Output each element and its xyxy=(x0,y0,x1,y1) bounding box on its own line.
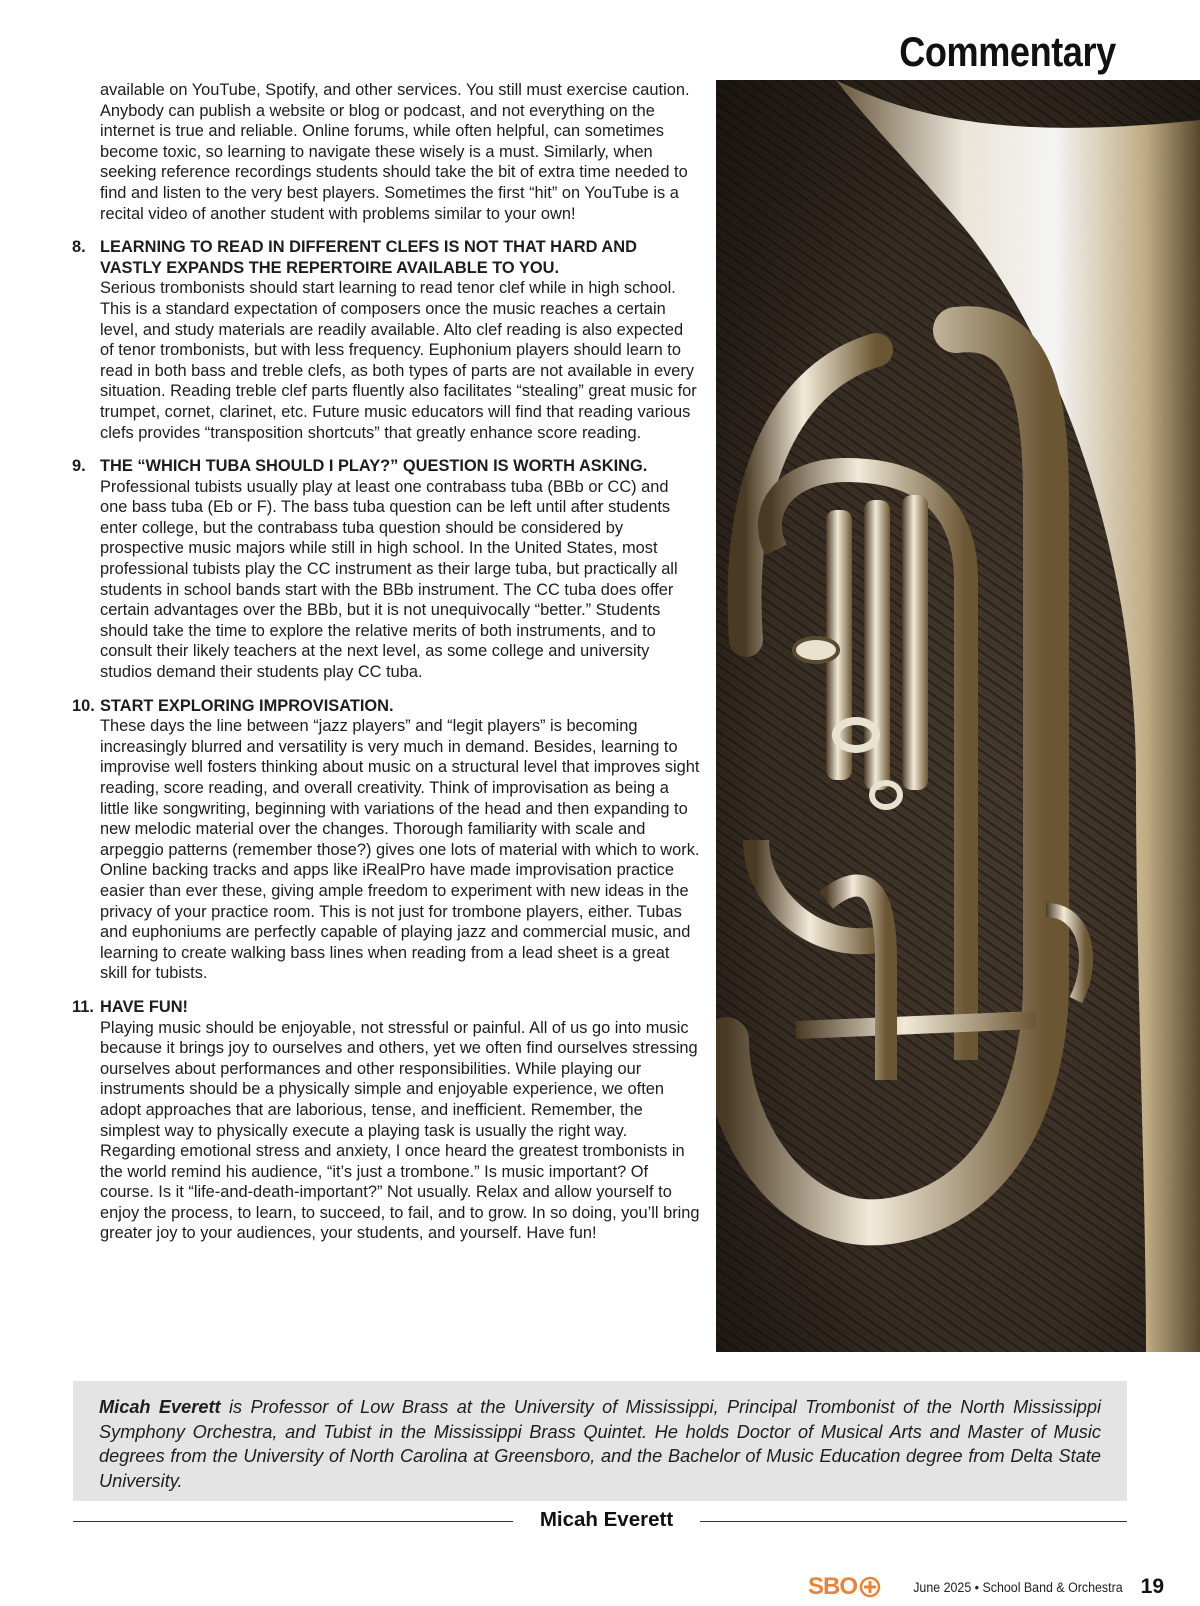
item-heading: START EXPLORING IMPROVISATION. xyxy=(100,696,394,715)
list-item-8 xyxy=(72,237,700,443)
intro-paragraph: available on YouTube, Spotify, and other services. You still must exercise caution. Anybody can publish a website or blog or podcast, and not everything on the internet is true and reliable. Online forums, while often helpful, can sometimes become toxic, so learning to navigate these wisely is a must. Similarly, when seeking reference recordings students should take the bit of extra time needed to find and listen to the very best players. Sometimes the first “hit” on YouTube is a recital video of another student with problems similar to your own! xyxy=(100,81,690,223)
page-footer xyxy=(808,1572,1164,1602)
signature-rule-left xyxy=(73,1521,513,1522)
item-heading: HAVE FUN! xyxy=(100,997,189,1016)
item-number: 8. xyxy=(72,238,86,257)
author-bio xyxy=(73,1381,1127,1501)
item-number: 9. xyxy=(72,457,86,476)
article-body xyxy=(72,80,700,1244)
page-number: 19 xyxy=(1140,1575,1164,1598)
item-body: Playing music should be enjoyable, not stressful or painful. All of us go into music because it brings joy to ourselves and others, yet we often find ourselves stressing ourselves about performances and other responsibilities. While playing our instruments should be a physically simple and enjoyable experience, we often adopt approaches that are laborious, tense, and inefficient. Remember, the simplest way to physically execute a playing task is usually the right way. Regarding emotional stress and anxiety, I once heard the greatest trombonists in the world remind his audience, “it’s just a trombone.” Is music important? Of course. Is it “life-and-death-important?” Not usually. Relax and allow yourself to enjoy the process, to learn, to succeed, to fail, and to grow. In so doing, you’ll bring greater joy to your audiences, your students, and yourself. Have fun! xyxy=(100,1018,700,1243)
author-signature: Micah Everett xyxy=(539,1508,674,1531)
list-item-11 xyxy=(72,997,700,1244)
sbo-logo xyxy=(808,1573,881,1601)
item-body: These days the line between “jazz players” and “legit players” is becoming increasingly blurred and versatility is very much in demand. Besides, learning to improvise well fosters thinking about music on a structural level that improves sight reading, score reading, and overall creativity. Think of improvisation as being a little like songwriting, beginning with variations of the head and then expanding to new melodic material over the changes. Thorough familiarity with scale and arpeggio patterns (remember those?) gives one lots of material with which to work. Online backing tracks and apps like iRealPro have made improvisation practice easier than ever these, giving ample freedom to experiment with new ideas in the privacy of your practice room. This is not just for trombone players, either. Tubas and euphoniums are perfectly capable of playing jazz and commercial music, and learning to create walking bass lines when reading from a lead sheet is a great skill for tubists. xyxy=(100,717,700,983)
section-title: Commentary xyxy=(899,28,1116,75)
bio-author-name: Micah Everett xyxy=(99,1397,221,1417)
plus-icon xyxy=(859,1576,881,1598)
footer-issue-text: June 2025 • School Band & Orchestra xyxy=(913,1579,1123,1595)
tuba-photo xyxy=(716,80,1200,1352)
logo-text: SBO xyxy=(808,1573,858,1600)
item-number: 10. xyxy=(72,696,95,715)
tuba-illustration xyxy=(716,80,1200,1352)
item-body: Professional tubists usually play at least one contrabass tuba (BBb or CC) and one bass tuba (Eb or F). The bass tuba question can be left until after students enter college, but the contrabass tuba question should be considered by prospective music majors while still in high school. In the United States, most professional tubists play the CC instrument as their large tuba, but practically all students in school bands start with the BBb instrument. The CC tuba does offer certain advantages over the BBb, but it is not unequivocally “better.” Students should take the time to explore the relative merits of both instruments, and to consult their likely teachers at the next level, as some college and university studios demand their students play CC tuba. xyxy=(100,477,678,682)
signature-rule-right xyxy=(700,1521,1127,1522)
item-heading: LEARNING TO READ IN DIFFERENT CLEFS IS NOT THAT HARD AND VASTLY EXPANDS THE REPERTOIRE AVAILABLE TO YOU. xyxy=(100,238,637,277)
bio-text: is Professor of Low Brass at the University of Mississippi, Principal Trombonist of the North Mississippi Symphony Orchestra, and Tubist in the Mississippi Brass Quintet. He holds Doctor of Musical Arts and Master of Music degrees from the University of North Carolina at Greensboro, and the Bachelor of Music Education degree from Delta State University. xyxy=(99,1397,1102,1491)
item-body: Serious trombonists should start learning to read tenor clef while in high school. This is a standard expectation of composers once the music reaches a certain level, and study materials are readily available. Alto clef reading is also expected of tenor trombonists, but with less frequency. Euphonium players should learn to read in both bass and treble clefs, as both types of parts are not available in every situation. Reading treble clef parts fluently also facilitates “stealing” great music for trumpet, cornet, clarinet, etc. Future music educators will find that reading various clefs provides “transposition shortcuts” that greatly enhance score reading. xyxy=(100,279,697,442)
item-number: 11. xyxy=(72,997,94,1016)
item-heading: THE “WHICH TUBA SHOULD I PLAY?” QUESTION IS WORTH ASKING. xyxy=(100,457,648,476)
list-item-10 xyxy=(72,696,700,984)
list-item-9 xyxy=(72,456,700,683)
